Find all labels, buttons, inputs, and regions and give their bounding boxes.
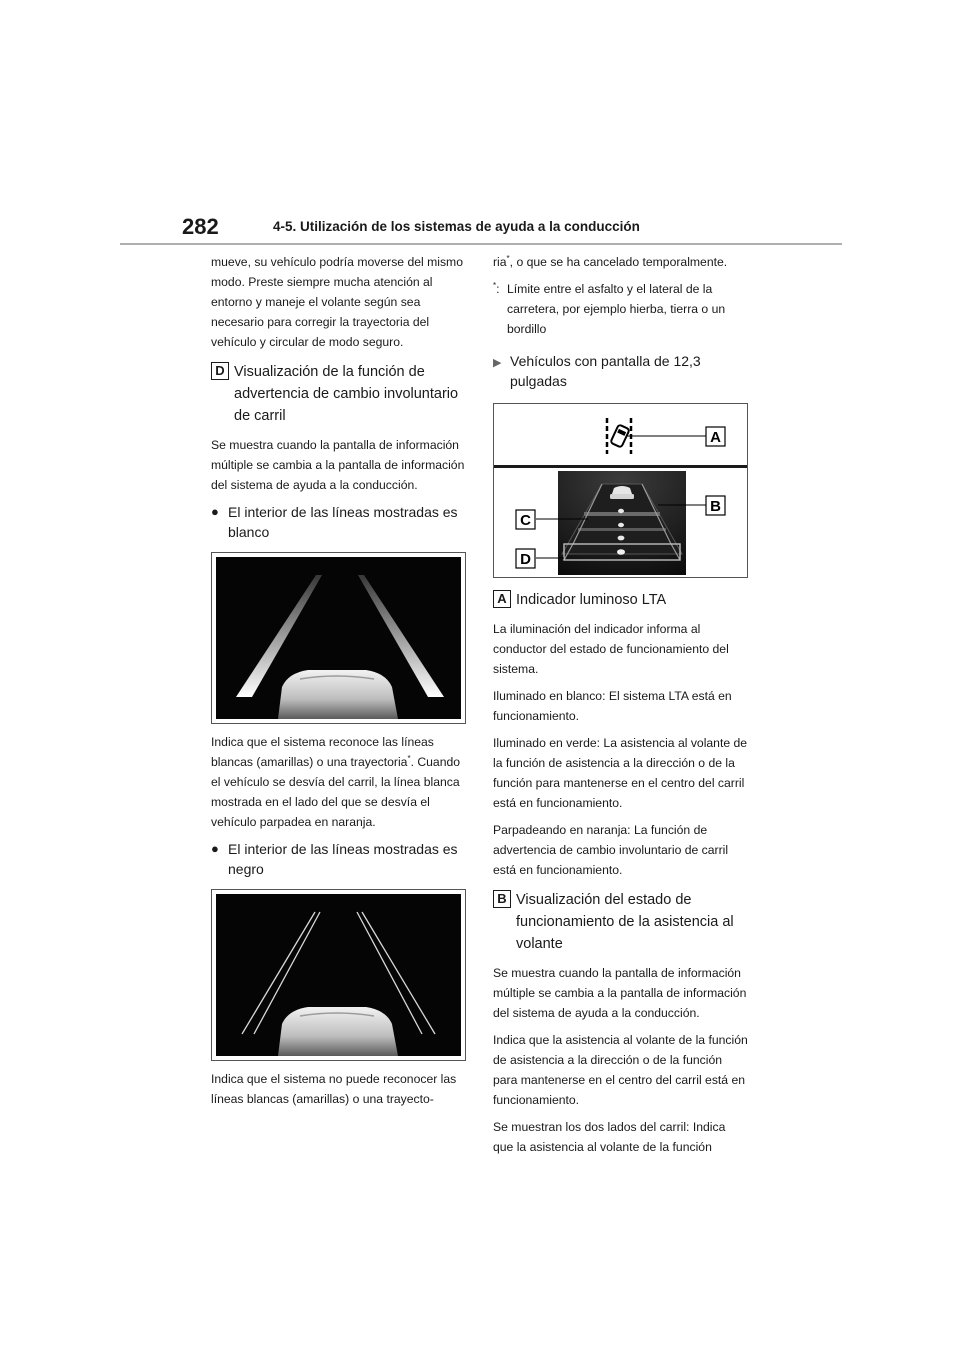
letter-box-a: A <box>493 590 511 608</box>
continued-start: ria <box>493 255 507 269</box>
a-paragraph-1: La iluminación del indicador informa al conductor del estado de funcionamiento del sistema. <box>493 622 729 676</box>
figure-white-lines <box>211 552 466 724</box>
letter-box-d: D <box>211 362 229 380</box>
bullet-dot: ● <box>211 841 219 856</box>
heading-a <box>493 588 748 611</box>
footnote-colon: : <box>496 282 500 296</box>
a-paragraph-2: Iluminado en blanco: El sistema LTA está en funcionamiento. <box>493 689 732 723</box>
b-paragraph-1: Se muestra cuando la pantalla de información múltiple se cambia a la pantalla de información del sistema de ayuda a la conducción. <box>493 966 747 1020</box>
callout-a-label: A <box>710 429 721 446</box>
white-caption-end: . Cuando el vehículo se desvía del carril, la línea blanca mostrada en el lado del que se desvía el vehículo parpadea en naranja. <box>211 755 461 829</box>
bullet-dot: ● <box>211 504 219 519</box>
bullet-black-lines <box>211 839 466 879</box>
left-column <box>211 252 466 1116</box>
a-paragraph-3: Iluminado en verde: La asistencia al volante de la función de asistencia a la dirección o de la función para mantenerse en el centro del carril está en funcionamiento. <box>493 736 748 810</box>
white-caption <box>211 732 466 832</box>
sub-heading-12in <box>493 351 748 391</box>
footnote <box>493 279 748 339</box>
white-caption-start: Indica que el sistema reconoce las líneas blancas (amarillas) o una trayectoria <box>211 735 434 769</box>
section-title: 4-5. Utilización de los sistemas de ayuda a la conducción <box>273 219 640 234</box>
heading-b <box>493 888 748 955</box>
callout-d-label: D <box>520 551 531 568</box>
footnote-mark: * <box>407 753 411 763</box>
black-caption: Indica que el sistema no puede reconocer las líneas blancas (amarillas) o una trayecto- <box>211 1072 457 1106</box>
heading-d-text: Visualización de la función de advertencia de cambio involuntario de carril <box>234 364 459 424</box>
header-rule <box>120 243 842 245</box>
heading-a-text: Indicador luminoso LTA <box>516 592 667 608</box>
bullet-white-lines <box>211 502 466 542</box>
callout-b <box>706 496 725 515</box>
continued-paragraph <box>493 252 748 272</box>
arrow-icon: ▶ <box>493 357 502 369</box>
letter-box-b: B <box>493 890 511 908</box>
footnote-star: * <box>493 280 497 290</box>
footnote-marker <box>493 279 507 339</box>
display-diagram-illustration <box>494 404 747 577</box>
display-diagram <box>493 403 748 578</box>
sub-heading-text: Vehículos con pantalla de 12,3 pulgadas <box>510 353 701 389</box>
page-number: 282 <box>182 214 219 239</box>
black-lines-illustration <box>216 894 461 1056</box>
b-paragraph-3: Se muestran los dos lados del carril: Indica que la asistencia al volante de la función <box>493 1120 726 1154</box>
heading-d <box>211 360 466 427</box>
bullet-white-text: El interior de las líneas mostradas es blanco <box>228 504 458 540</box>
footnote-mark: * <box>506 253 510 263</box>
intro-paragraph: mueve, su vehículo podría moverse del mismo modo. Preste siempre mucha atención al entorno y maneje el volante según sea necesario para corregir la trayectoria del vehículo y circular de modo seguro. <box>211 255 463 349</box>
d-paragraph: Se muestra cuando la pantalla de información múltiple se cambia a la pantalla de información del sistema de ayuda a la conducción. <box>211 438 465 492</box>
footnote-text: Límite entre el asfalto y el lateral de la carretera, por ejemplo hierba, tierra o un bordillo <box>507 282 726 336</box>
callout-d <box>516 549 535 568</box>
white-lines-illustration <box>216 557 461 719</box>
callout-c <box>516 510 535 529</box>
callout-c-label: C <box>520 512 531 529</box>
callout-a <box>706 427 725 446</box>
b-paragraph-2: Indica que la asistencia al volante de la función de asistencia a la dirección o de la función para mantenerse en el centro del carril está en funcionamiento. <box>493 1033 748 1107</box>
a-paragraph-4: Parpadeando en naranja: La función de advertencia de cambio involuntario de carril está en funcionamiento. <box>493 823 729 877</box>
bullet-black-text: El interior de las líneas mostradas es negro <box>228 841 458 877</box>
continued-end: , o que se ha cancelado temporalmente. <box>509 255 728 269</box>
heading-b-text: Visualización del estado de funcionamiento de la asistencia al volante <box>516 892 734 952</box>
figure-black-lines <box>211 889 466 1061</box>
right-column <box>493 252 748 1164</box>
callout-b-label: B <box>710 498 721 515</box>
